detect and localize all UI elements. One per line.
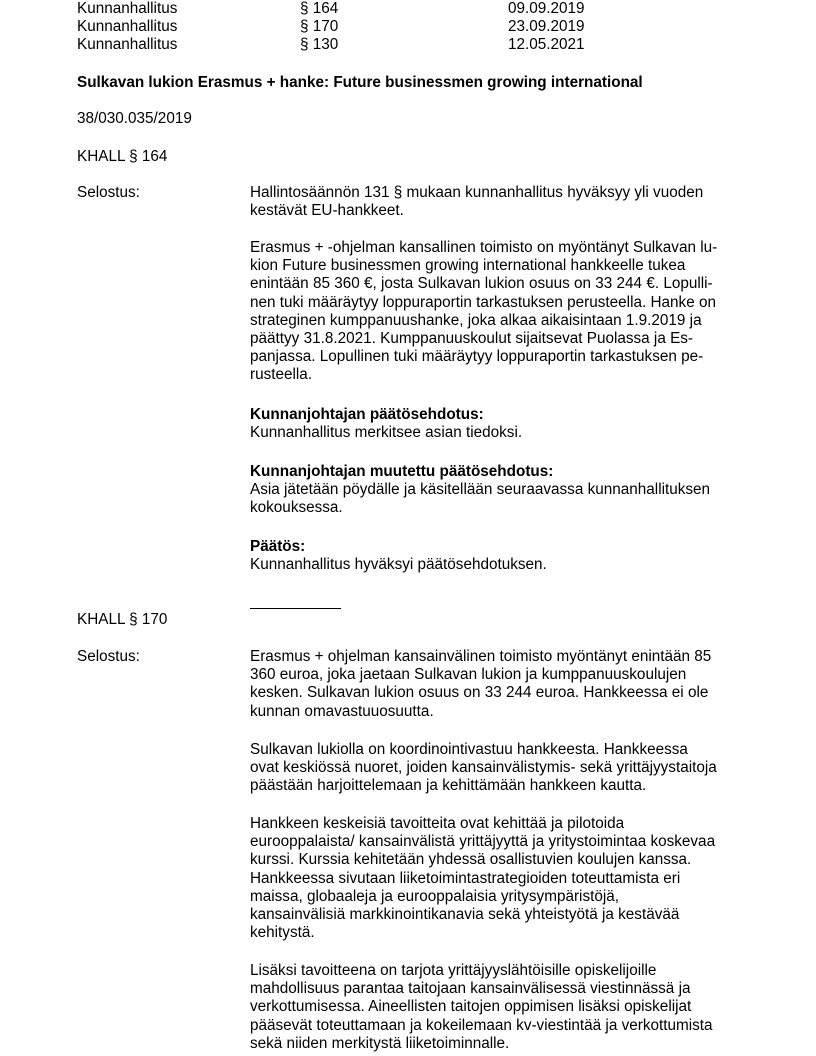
text-line: Asia jätetään pöydälle ja käsitellään seuraavassa kunnanhallituksen <box>250 481 711 499</box>
history-date: 12.05.2021 <box>508 36 585 53</box>
history-body: Kunnanhallitus <box>77 36 178 53</box>
text-line: päättyy 31.8.2021. Kumppanuuskoulut sijaitsevat Puolassa ja Es- <box>250 330 694 348</box>
record-number: 38/030.035/2019 <box>77 110 192 127</box>
history-section: § 130 <box>300 36 339 53</box>
section-body-164 <box>250 184 750 220</box>
text-line: Erasmus + -ohjelman kansallinen toimisto on myöntänyt Sulkavan lu- <box>250 239 718 256</box>
text-line: panjassa. Lopullinen tuki määräytyy loppuraportin tarkastuksen pe- <box>250 348 704 366</box>
text-line: nen tuki määräytyy loppuraportin tarkastuksen perusteella. Hanke on <box>250 293 716 311</box>
modified-proposal-block <box>250 463 750 518</box>
proposal-heading: Kunnanjohtajan päätösehdotus: <box>250 406 484 423</box>
decision-block <box>250 538 750 574</box>
text-line: Hankkeen keskeisiä tavoitteita ovat kehittää ja pilotoida <box>250 815 625 832</box>
history-body: Kunnanhallitus <box>77 18 178 35</box>
text-line: mahdollisuus parantaa taitojaan kansainvälisessä viestinnässä ja <box>250 980 691 998</box>
text-line: sekä niiden merkitystä liiketoiminnalle. <box>250 1034 510 1052</box>
decision-heading: Päätös: <box>250 538 306 555</box>
text-line: Hankkeessa sivutaan liiketoimintastrategioiden toteuttamista eri <box>250 869 681 887</box>
history-row <box>77 0 717 18</box>
decision-text: Kunnanhallitus hyväksyi päätösehdotuksen. <box>250 556 547 574</box>
text-line: maissa, globaaleja ja eurooppalaisia yritysympäristöjä, <box>250 887 620 905</box>
paragraph <box>250 239 750 385</box>
text-line: 360 euroa, joka jaetaan Sulkavan lukion ja kumppanuuskoulujen <box>250 666 687 684</box>
text-line: kansainvälisiä markkinointikanavia sekä yhteistyötä ja kestävää <box>250 906 680 924</box>
document-title: Sulkavan lukion Erasmus + hanke: Future businessmen growing international <box>77 74 643 91</box>
history-date: 09.09.2019 <box>508 0 585 17</box>
section-ref-170: KHALL § 170 <box>77 611 168 628</box>
text-line: kesken. Sulkavan lukion osuus on 33 244 euroa. Hankkeessa ei ole <box>250 684 709 702</box>
text-line: kehitystä. <box>250 924 315 942</box>
text-line: rusteella. <box>250 366 313 384</box>
proposal-text: Kunnanhallitus merkitsee asian tiedoksi. <box>250 424 523 442</box>
history-section: § 170 <box>300 18 339 35</box>
text-line: pääsevät toteuttamaan ja kokeilemaan kv-viestintää ja verkottumista <box>250 1016 713 1034</box>
modified-proposal-heading: Kunnanjohtajan muutettu päätösehdotus: <box>250 463 554 480</box>
text-line: kurssi. Kurssia kehitetään yhdessä osallistuvien koulujen kanssa. <box>250 851 692 869</box>
selostus-label-164: Selostus: <box>77 184 140 201</box>
section-ref-164: KHALL § 164 <box>77 148 168 165</box>
text-line: päästään harjoittelemaan ja kehittämään hankkeen kautta. <box>250 777 647 795</box>
text-line: kestävät EU-hankkeet. <box>250 202 404 220</box>
section-body-170-para4 <box>250 962 750 1053</box>
text-line: enintään 85 360 €, josta Sulkavan lukion osuus on 33 244 €. Lopulli- <box>250 275 713 293</box>
paragraph <box>250 184 750 220</box>
text-line: Sulkavan lukiolla on koordinointivastuu hankkeesta. Hankkeessa <box>250 741 688 758</box>
text-line: Hallintosäännön 131 § mukaan kunnanhallitus hyväksyy yli vuoden <box>250 184 704 201</box>
history-body: Kunnanhallitus <box>77 0 178 17</box>
text-line: kokouksessa. <box>250 499 343 517</box>
history-date: 23.09.2019 <box>508 18 585 35</box>
text-line: ovat keskiössä nuoret, joiden kansainvälistymis- sekä yrittäjyystaitoja <box>250 759 717 777</box>
text-line: kion Future businessmen growing international hankkeelle tukea <box>250 257 686 275</box>
text-line: kunnan omavastuuosuutta. <box>250 702 434 720</box>
text-line: strateginen kumppanuushanke, joka alkaa aikaisintaan 1.9.2019 ja <box>250 311 702 329</box>
text-line: Lisäksi tavoitteena on tarjota yrittäjyyslähtöisille opiskelijoille <box>250 962 657 979</box>
history-section: § 164 <box>300 0 339 17</box>
selostus-label-170: Selostus: <box>77 648 140 665</box>
section-body-164-para2 <box>250 239 750 385</box>
proposal-block <box>250 406 750 442</box>
section-divider <box>250 608 341 609</box>
text-line: eurooppalaista/ kansainvälistä yrittäjyyttä ja yritystoimintaa koskevaa <box>250 833 716 851</box>
history-row <box>77 18 717 36</box>
section-body-170-para1 <box>250 648 750 721</box>
history-row <box>77 36 717 54</box>
text-line: Erasmus + ohjelman kansainvälinen toimisto myöntänyt enintään 85 <box>250 648 712 665</box>
section-body-170-para2 <box>250 741 750 796</box>
section-body-170-para3 <box>250 815 750 942</box>
text-line: verkottumisessa. Aineellisten taitojen oppimisen lisäksi opiskelijat <box>250 998 692 1016</box>
